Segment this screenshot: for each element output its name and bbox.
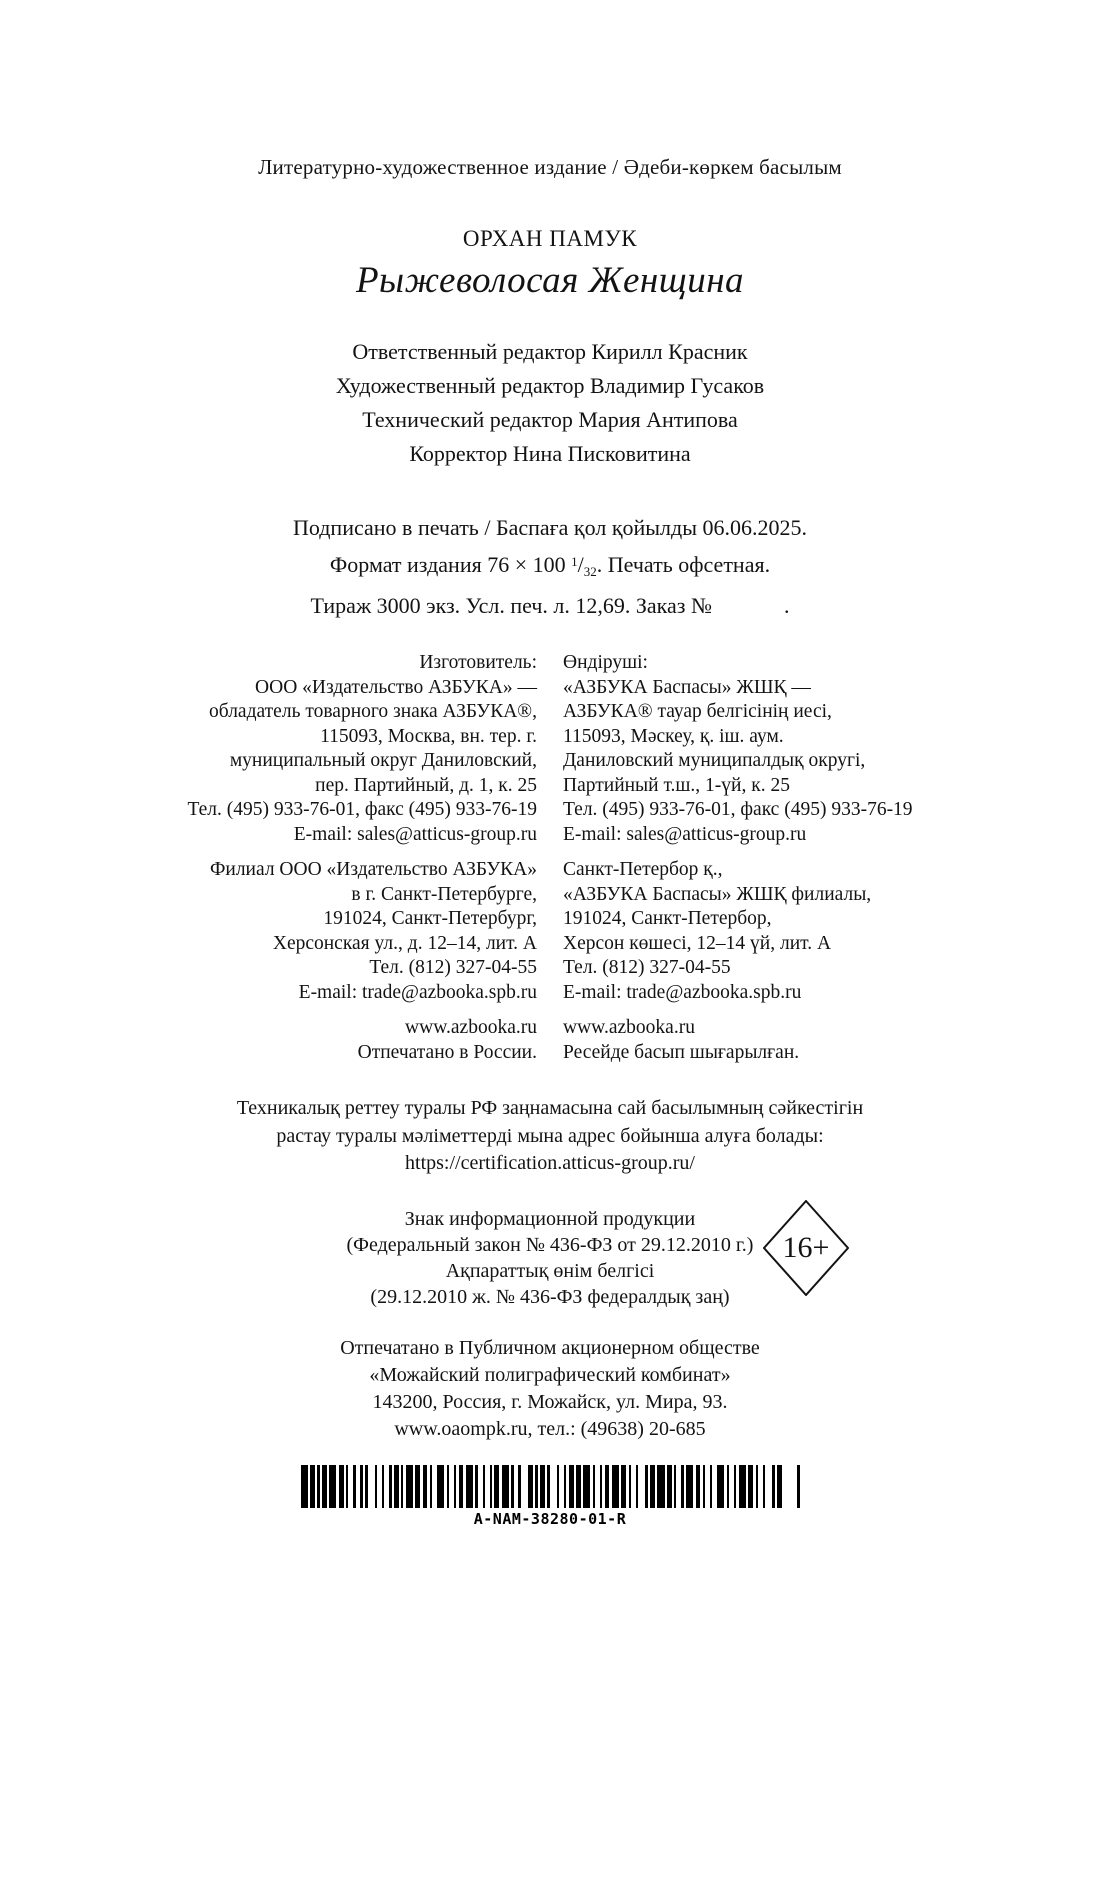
manufacturer-ru-line: Тел. (495) 933-76-01, факс (495) 933-76-19 [187, 799, 537, 820]
manufacturer-ru-line: муниципальный округ Даниловский, [229, 750, 537, 771]
fraction-numerator: 1 [571, 554, 578, 569]
fraction-slash: / [577, 552, 584, 577]
manufacturer-ru-line: Изготовитель: [419, 652, 537, 673]
website-ru-block [147, 1016, 537, 1065]
editors-block [0, 335, 1100, 471]
editor-line: Художественный редактор Владимир Гусаков [335, 373, 765, 398]
branch-ru-line: Тел. (812) 327-04-55 [369, 957, 537, 978]
age-rating-text: 16+ [782, 1230, 830, 1264]
printed-in-russia-ru: Отпечатано в России. [357, 1041, 537, 1063]
manufacturer-kz-line: Даниловский муниципалдық округі, [563, 750, 866, 771]
manufacturer-ru-block [147, 651, 537, 847]
format-suffix: . Печать офсетная. [596, 552, 771, 577]
manufacturer-ru-line: пер. Партийный, д. 1, к. 25 [315, 774, 537, 796]
branch-ru-line: Филиал ООО «Издательство АЗБУКА» [209, 859, 537, 880]
manufacturer-kz-block [563, 651, 953, 847]
manufacturer-columns [0, 651, 1100, 1065]
manufacturer-kz-line: Өндіруші: [563, 652, 648, 673]
branch-ru-line: 191024, Санкт-Петербург, [323, 908, 537, 929]
barcode-section [0, 1465, 1100, 1528]
printed-in-russia-kz: Ресейде басып шығарылған. [563, 1041, 800, 1063]
publisher-website: www.azbooka.ru [563, 1017, 695, 1038]
manufacturer-kz-line: Тел. (495) 933-76-01, факс (495) 933-76-19 [563, 799, 913, 820]
certification-url: https://certification.atticus-group.ru/ [405, 1152, 695, 1174]
format-line [0, 545, 1100, 589]
branch-kz-line: Тел. (812) 327-04-55 [563, 957, 731, 978]
edition-type-line: Литературно-художественное издание / Әдеби-көркем басылым [258, 155, 842, 179]
info-sign-line: (29.12.2010 ж. № 436-ФЗ федералдық заң) [370, 1285, 730, 1308]
manufacturer-ru-line: ООО «Издательство АЗБУКА» — [255, 676, 537, 698]
branch-ru-line: Херсонская ул., д. 12–14, лит. А [272, 932, 537, 954]
tirazh-text: Тираж 3000 экз. Усл. печ. л. 12,69. Заказ № [310, 593, 712, 618]
printer-line: 143200, Россия, г. Можайск, ул. Мира, 93. [372, 1390, 728, 1413]
branch-kz-line: «АЗБУКА Баспасы» ЖШҚ филиалы, [563, 883, 872, 905]
website-kz-block [563, 1016, 953, 1065]
author-name: ОРХАН ПАМУК [462, 226, 638, 251]
branch-kz-line: E-mail: trade@azbooka.spb.ru [563, 981, 802, 1003]
manufacturer-kz-line: Партийный т.ш., 1-үй, к. 25 [563, 774, 790, 796]
info-product-sign-block [0, 1206, 1100, 1310]
printer-line: Отпечатано в Публичном акционерном обществе [340, 1336, 760, 1359]
format-prefix: Формат издания 76 × 100 [329, 552, 572, 577]
info-sign-line: Знак информационной продукции [404, 1207, 696, 1230]
branch-ru-line: E-mail: trade@azbooka.spb.ru [298, 981, 537, 1003]
certification-line: Техникалық реттеу туралы РФ заңнамасына сай басылымның сәйкестігін [236, 1097, 864, 1119]
manufacturer-ru-line: обладатель товарного знака АЗБУКА®, [209, 701, 537, 722]
barcode-label: A-NAM-38280-01-R [473, 1509, 627, 1528]
editor-line: Ответственный редактор Кирилл Красник [352, 339, 748, 364]
printer-line: «Можайский полиграфический комбинат» [369, 1363, 731, 1386]
branch-kz-line: Херсон көшесі, 12–14 үй, лит. А [563, 932, 832, 954]
print-details-block [0, 511, 1100, 623]
barcode-icon [301, 1465, 800, 1508]
manufacturer-kz-line: «АЗБУКА Баспасы» ЖШҚ — [563, 676, 811, 698]
branch-ru-line: в г. Санкт-Петербурге, [351, 883, 537, 905]
printer-line: www.oaompk.ru, тел.: (49638) 20-685 [394, 1417, 706, 1440]
branch-kz-line: Санкт-Петербор қ., [563, 859, 723, 880]
branch-kz-block [563, 858, 953, 1005]
signed-to-print-line: Подписано в печать / Баспаға қол қойылды 06.06.2025. [292, 515, 808, 540]
tirazh-line [0, 589, 1100, 623]
book-title: Рыжеволосая Женщина [355, 260, 745, 301]
manufacturer-column-russian [147, 651, 537, 1065]
certification-line: растау туралы мәліметтерді мына адрес бойынша алуға болады: [276, 1124, 824, 1147]
manufacturer-column-kazakh [563, 651, 953, 1065]
colophon-page [0, 155, 1100, 1897]
fraction-denominator: 32 [583, 564, 597, 579]
publisher-website: www.azbooka.ru [405, 1017, 537, 1038]
manufacturer-kz-line: 115093, Мәскеу, қ. іш. аум. [563, 725, 784, 747]
manufacturer-ru-line: 115093, Москва, вн. тер. г. [320, 725, 537, 747]
manufacturer-ru-line: E-mail: sales@atticus-group.ru [293, 823, 537, 845]
branch-ru-block [147, 858, 537, 1005]
order-period: . [783, 593, 790, 618]
branch-kz-line: 191024, Санкт-Петербор, [563, 908, 772, 929]
info-sign-line: Ақпараттық өнім белгісі [445, 1259, 655, 1282]
editor-line: Технический редактор Мария Антипова [362, 407, 738, 432]
manufacturer-kz-line: АЗБУКА® тауар белгісінің иесі, [563, 701, 832, 722]
editor-line: Корректор Нина Писковитина [409, 441, 691, 466]
info-sign-line: (Федеральный закон № 436-ФЗ от 29.12.2010 г.) [346, 1233, 754, 1256]
manufacturer-kz-line: E-mail: sales@atticus-group.ru [563, 823, 807, 845]
certification-block [0, 1095, 1100, 1178]
age-rating-badge [763, 1200, 849, 1296]
printer-block [0, 1335, 1100, 1443]
